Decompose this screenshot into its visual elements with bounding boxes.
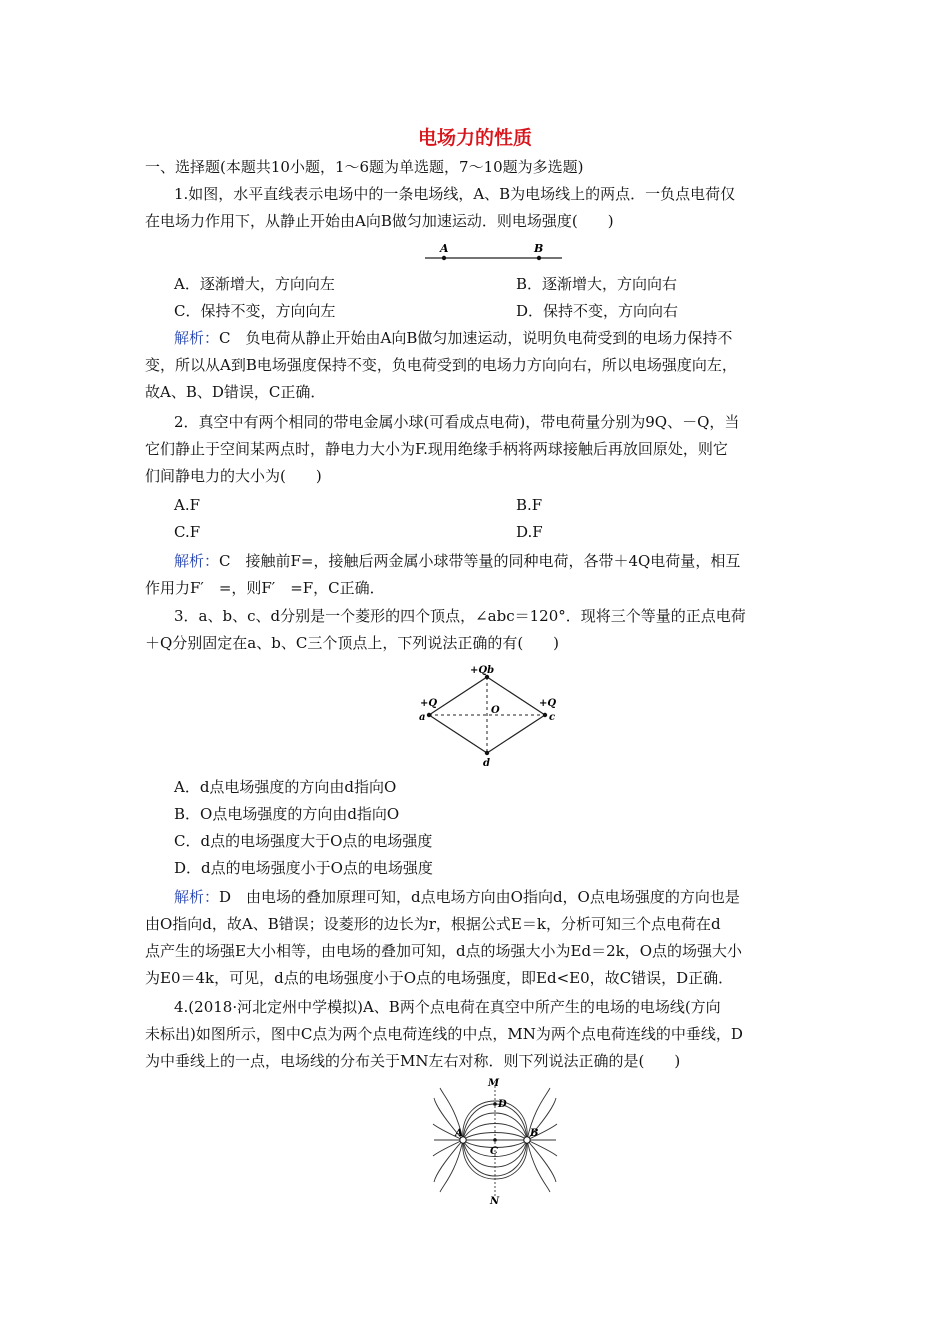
point-c-dot: [493, 1138, 497, 1142]
q1-answer-line-2: 变，所以从A到B电场强度保持不变，负电荷受到的电场力方向向右，所以电场强度向左，: [145, 356, 737, 374]
q1-stem-line-2: 在电场力作用下，从静止开始由A向B做匀加速运动．则电场强度( ): [145, 212, 614, 230]
q4-stem-line-3: 为中垂线上的一点，电场线的分布关于MN左右对称．则下列说法正确的是( ): [145, 1052, 681, 1070]
q1-answer-line-3: 故A、B、D错误，C正确．: [145, 383, 326, 401]
label-a: a: [419, 712, 426, 723]
q2-stem-line-1: 2．真空中有两个相同的带电金属小球(可看成点电荷)，带电荷量分别为9Q、－Q，当: [174, 413, 740, 431]
q3-answer-line-2: 由O指向d，故A、B错误；设菱形的边长为r，根据公式E＝k，分析可知三个点电荷在d: [145, 915, 721, 933]
label-n: N: [490, 1196, 500, 1206]
q3-option-b: B．O点电场强度的方向由d指向O: [174, 805, 400, 823]
q1-option-a: A．逐渐增大，方向向左: [174, 275, 335, 293]
label-c: c: [549, 712, 556, 723]
q2-option-c: C.F: [174, 523, 201, 541]
q3-stem-line-2: ＋Q分别固定在a、b、C三个顶点上，下列说法正确的有( ): [145, 634, 560, 652]
q1-option-d: D．保持不变，方向向右: [516, 302, 679, 320]
answer-label: 解析：: [174, 552, 220, 570]
label-o: O: [491, 705, 500, 716]
q3-rhombus-figure: [415, 662, 565, 772]
point-d-dot: [493, 1102, 497, 1106]
q2-option-b: B.F: [516, 496, 543, 514]
q3-option-a: A．d点电场强度的方向由d指向O: [174, 778, 397, 796]
point-a-dot: [442, 256, 446, 260]
point-b-label: B: [534, 242, 544, 255]
label-qa: +Q: [420, 698, 438, 709]
label-qc: +Q: [539, 698, 557, 709]
label-c: C: [490, 1146, 498, 1157]
answer-label: 解析：: [174, 888, 220, 906]
label-qb: +Qb: [470, 665, 495, 676]
q3-stem-line-1: 3．a、b、c、d分别是一个菱形的四个顶点，∠abc＝120°．现将三个等量的正点电荷: [174, 607, 746, 625]
q4-stem-line-2: 未标出)如图所示，图中C点为两个点电荷连线的中点，MN为两个点电荷连线的中垂线，D: [145, 1025, 743, 1043]
label-d: d: [483, 758, 490, 769]
point-a-label: A: [440, 242, 449, 255]
q1-option-c: C．保持不变，方向向左: [174, 302, 336, 320]
label-a: A: [455, 1128, 463, 1139]
q2-option-d: D.F: [516, 523, 543, 541]
q2-answer-line-1: 解析：C 接触前F=，接触后两金属小球带等量的同种电荷，各带＋4Q电荷量，相互: [174, 552, 741, 570]
q2-stem-line-2: 它们静止于空间某两点时，静电力大小为F.现用绝缘手柄将两球接触后再放回原处，则它: [145, 440, 728, 458]
label-m: M: [488, 1078, 500, 1089]
q2-answer-line-2: 作用力F′ =，则F′ =F，C正确．: [145, 579, 385, 597]
q4-field-lines-figure: [430, 1078, 560, 1206]
answer-label: 解析：: [174, 329, 220, 347]
point-b-dot: [537, 256, 541, 260]
q4-stem-line-1: 4.(2018·河北定州中学模拟)A、B两个点电荷在真空中所产生的电场的电场线(方向: [174, 998, 721, 1016]
q3-answer-line-1: 解析：D 由电场的叠加原理可知，d点电场方向由O指向d，O点电场强度的方向也是: [174, 888, 740, 906]
q1-field-line-figure: [420, 240, 570, 266]
q3-answer-line-4: 为E0＝4k，可见，d点的电场强度小于O点的电场强度，即Ed<E0，故C错误，D正确．: [145, 969, 734, 987]
q2-option-a: A.F: [174, 496, 201, 514]
q1-option-b: B．逐渐增大，方向向右: [516, 275, 678, 293]
q3-option-d: D．d点的电场强度小于O点的电场强度: [174, 859, 433, 877]
q1-stem-line-1: 1.如图，水平直线表示电场中的一条电场线，A、B为电场线上的两点．一负点电荷仅: [174, 185, 736, 203]
section-heading: 一、选择题(本题共10小题，1～6题为单选题，7～10题为多选题): [145, 158, 584, 176]
label-d: D: [498, 1099, 507, 1110]
q2-stem-line-3: 们间静电力的大小为( ): [145, 467, 322, 485]
label-b: B: [530, 1128, 539, 1139]
q3-answer-line-3: 点产生的场强E大小相等，由电场的叠加可知，d点的场强大小为Ed＝2k，O点的场强大小: [145, 942, 743, 960]
q1-answer-line-1: 解析：C 负电荷从静止开始由A向B做匀加速运动，说明负电荷受到的电场力保持不: [174, 329, 733, 347]
q3-option-c: C．d点的电场强度大于O点的电场强度: [174, 832, 433, 850]
page-title: 电场力的性质: [417, 127, 532, 149]
